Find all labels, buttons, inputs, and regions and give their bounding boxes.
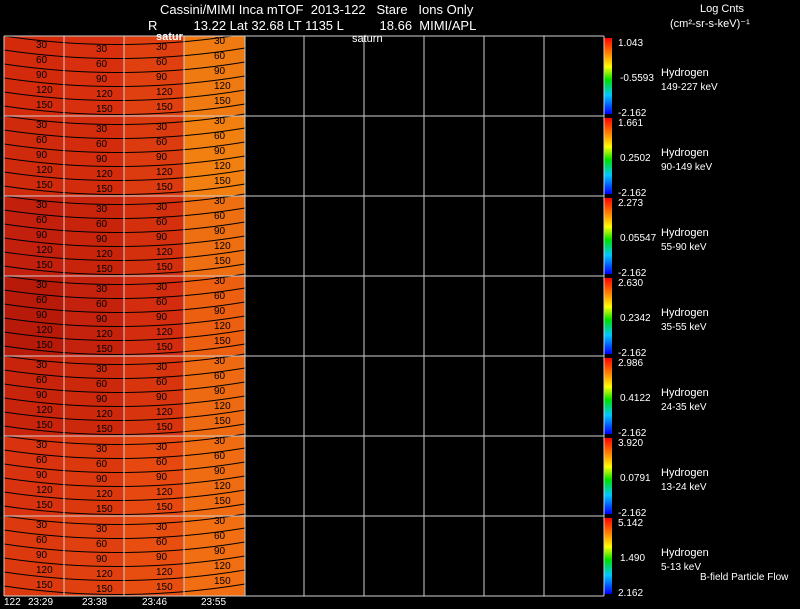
contour-label: 30 [214, 436, 226, 447]
ephemeris-values: 13.22 Lat 32.68 LT 1135 L [193, 18, 344, 33]
colorbar-units-title: Log Cnts [700, 3, 745, 15]
spectrogram-cell [124, 196, 184, 276]
contour-label: 150 [214, 176, 231, 187]
contour-label: 120 [36, 245, 53, 256]
panel-energy-label: 5-13 keV [661, 562, 702, 573]
contour-label: 60 [156, 137, 168, 148]
contour-label: 60 [36, 375, 48, 386]
colorbar-max-label: 2.273 [618, 198, 644, 209]
contour-label: 120 [36, 165, 53, 176]
contour-label: 150 [156, 102, 173, 113]
contour-label: 150 [214, 256, 231, 267]
contour-label: 120 [214, 561, 231, 572]
colorbar [604, 278, 612, 354]
contour-label: 120 [156, 87, 173, 98]
colorbar-max-label: 2.630 [618, 278, 644, 289]
panel-species-label: Hydrogen [661, 547, 709, 559]
colorbar-max-label: 1.661 [618, 118, 644, 129]
panel-energy-label: 149-227 keV [661, 82, 718, 93]
contour-label: 120 [214, 401, 231, 412]
panel-species-label: Hydrogen [661, 387, 709, 399]
contour-label: 30 [96, 204, 108, 215]
contour-label: 150 [214, 96, 231, 107]
contour-label: 30 [156, 42, 168, 53]
contour-label: 120 [36, 565, 53, 576]
contour-label: 90 [156, 472, 168, 483]
contour-label: 60 [36, 455, 48, 466]
contour-label: 90 [156, 312, 168, 323]
spectrogram-cell [4, 516, 64, 596]
panel-energy-label: 55-90 keV [661, 242, 707, 253]
x-tick-label: 23:29 [28, 597, 54, 608]
contour-label: 150 [156, 182, 173, 193]
colorbar [604, 438, 612, 514]
x-tick-label: 122 [4, 597, 21, 608]
contour-label: 90 [36, 310, 48, 321]
contour-label: 120 [96, 489, 113, 500]
colorbar-min-label: -2.162 [618, 108, 647, 119]
spectrogram-cell [124, 516, 184, 596]
contour-label: 150 [96, 424, 113, 435]
contour-label: 30 [36, 120, 48, 131]
spectrogram-cell [124, 356, 184, 436]
colorbar-max-label: 3.920 [618, 438, 644, 449]
spectrogram-cell [4, 356, 64, 436]
colorbar-mid-label: -0.5593 [620, 73, 654, 84]
colorbar-min-label: -2.162 [618, 188, 647, 199]
contour-label: 30 [96, 444, 108, 455]
contour-label: 30 [36, 360, 48, 371]
contour-label: 120 [36, 325, 53, 336]
contour-label: 60 [36, 535, 48, 546]
panel-energy-label: 24-35 keV [661, 402, 707, 413]
contour-label: 30 [214, 196, 226, 207]
colorbar [604, 358, 612, 434]
satur-marker: satur [156, 31, 183, 43]
contour-label: 60 [96, 539, 108, 550]
spectrogram-cell [64, 356, 124, 436]
contour-label: 90 [96, 394, 108, 405]
x-tick-label: 23:38 [82, 597, 108, 608]
contour-label: 150 [156, 422, 173, 433]
contour-label: 30 [156, 122, 168, 133]
contour-label: 150 [96, 504, 113, 515]
contour-label: 150 [156, 342, 173, 353]
contour-label: 30 [156, 522, 168, 533]
contour-label: 30 [156, 202, 168, 213]
contour-label: 30 [214, 516, 226, 527]
contour-label: 60 [156, 537, 168, 548]
contour-label: 90 [36, 150, 48, 161]
colorbar [604, 518, 612, 594]
colorbar-max-label: 1.043 [618, 38, 644, 49]
contour-label: 30 [214, 116, 226, 127]
contour-label: 90 [214, 66, 226, 77]
contour-label: 60 [96, 219, 108, 230]
contour-label: 150 [156, 262, 173, 273]
contour-label: 90 [96, 74, 108, 85]
contour-label: 120 [156, 407, 173, 418]
contour-label: 90 [156, 232, 168, 243]
colorbar [604, 118, 612, 194]
contour-label: 90 [96, 234, 108, 245]
contour-label: 120 [156, 247, 173, 258]
contour-label: 30 [36, 520, 48, 531]
contour-label: 60 [96, 59, 108, 70]
spectrogram-cell [124, 36, 184, 116]
contour-label: 150 [214, 496, 231, 507]
contour-label: 90 [36, 230, 48, 241]
contour-label: 150 [214, 336, 231, 347]
contour-label: 90 [96, 314, 108, 325]
contour-label: 60 [214, 51, 226, 62]
ephemeris-r-label: R [148, 18, 158, 33]
contour-label: 120 [156, 567, 173, 578]
contour-label: 150 [96, 104, 113, 115]
colorbar-min-label: -2.162 [618, 508, 647, 519]
colorbar-min-label: -2.162 [618, 428, 647, 439]
contour-label: 120 [96, 569, 113, 580]
contour-label: 90 [96, 154, 108, 165]
contour-label: 120 [156, 167, 173, 178]
contour-label: 150 [36, 180, 53, 191]
contour-label: 60 [36, 295, 48, 306]
spectrogram-cell [4, 436, 64, 516]
contour-label: 120 [214, 81, 231, 92]
contour-label: 120 [214, 161, 231, 172]
contour-label: 150 [156, 502, 173, 513]
contour-label: 120 [96, 89, 113, 100]
spectrogram-cell [64, 116, 124, 196]
contour-label: 30 [156, 362, 168, 373]
contour-label: 30 [214, 276, 226, 287]
spectrogram-cell [64, 276, 124, 356]
panel-species-label: Hydrogen [661, 227, 709, 239]
contour-label: 60 [36, 135, 48, 146]
contour-label: 30 [96, 44, 108, 55]
contour-label: 60 [156, 217, 168, 228]
spectrogram-cell [4, 196, 64, 276]
contour-label: 90 [156, 72, 168, 83]
contour-label: 120 [96, 329, 113, 340]
contour-label: 30 [96, 284, 108, 295]
contour-label: 60 [214, 371, 226, 382]
contour-label: 150 [214, 576, 231, 587]
contour-label: 90 [214, 466, 226, 477]
contour-label: 150 [96, 184, 113, 195]
contour-label: 60 [96, 379, 108, 390]
contour-label: 150 [96, 584, 113, 595]
contour-label: 30 [156, 442, 168, 453]
contour-label: 150 [36, 580, 53, 591]
contour-label: 120 [96, 409, 113, 420]
spectrogram-cell [64, 516, 124, 596]
contour-label: 120 [156, 327, 173, 338]
contour-label: 90 [156, 392, 168, 403]
colorbar-min-label: -2.162 [618, 348, 647, 359]
colorbar-max-label: 5.142 [618, 518, 644, 529]
contour-label: 60 [156, 377, 168, 388]
contour-label: 150 [36, 100, 53, 111]
contour-label: 60 [96, 299, 108, 310]
contour-label: 120 [96, 249, 113, 260]
colorbar-min-label: 2.162 [618, 588, 644, 599]
contour-label: 90 [214, 306, 226, 317]
contour-label: 30 [96, 124, 108, 135]
contour-label: 60 [156, 457, 168, 468]
contour-label: 60 [36, 55, 48, 66]
contour-label: 120 [156, 487, 173, 498]
contour-label: 120 [214, 481, 231, 492]
footer-note: B-field Particle Flow [700, 572, 789, 583]
colorbar-units: (cm²-sr-s-keV)⁻¹ [670, 18, 750, 30]
contour-label: 120 [36, 485, 53, 496]
colorbar [604, 38, 612, 114]
contour-label: 90 [36, 390, 48, 401]
colorbar [604, 198, 612, 274]
contour-label: 60 [214, 131, 226, 142]
contour-label: 30 [96, 364, 108, 375]
contour-label: 60 [214, 211, 226, 222]
spectrogram-cell [64, 196, 124, 276]
panel-energy-label: 35-55 keV [661, 322, 707, 333]
spectrogram-cell [4, 116, 64, 196]
contour-label: 90 [214, 386, 226, 397]
x-tick-label: 23:55 [201, 597, 227, 608]
contour-label: 120 [96, 169, 113, 180]
contour-label: 150 [36, 340, 53, 351]
spectrogram-cell [4, 276, 64, 356]
contour-label: 90 [214, 226, 226, 237]
contour-label: 30 [214, 356, 226, 367]
contour-label: 120 [36, 405, 53, 416]
contour-label: 90 [156, 552, 168, 563]
colorbar-max-label: 2.986 [618, 358, 644, 369]
contour-label: 60 [214, 291, 226, 302]
contour-label: 60 [96, 459, 108, 470]
contour-label: 30 [36, 200, 48, 211]
contour-label: 150 [36, 500, 53, 511]
colorbar-mid-label: 1.490 [620, 553, 646, 564]
contour-label: 90 [36, 550, 48, 561]
contour-label: 60 [214, 531, 226, 542]
spectrogram-cell [124, 436, 184, 516]
contour-label: 150 [156, 582, 173, 593]
colorbar-mid-label: 0.05547 [620, 233, 657, 244]
contour-label: 60 [96, 139, 108, 150]
contour-label: 90 [156, 152, 168, 163]
contour-label: 90 [36, 70, 48, 81]
contour-label: 60 [156, 57, 168, 68]
contour-label: 90 [36, 470, 48, 481]
contour-label: 60 [36, 215, 48, 226]
contour-label: 90 [96, 554, 108, 565]
contour-label: 150 [36, 420, 53, 431]
panel-species-label: Hydrogen [661, 467, 709, 479]
contour-label: 120 [214, 321, 231, 332]
plot-title: Cassini/MIMI Inca mTOF 2013-122 Stare Ions Only [160, 2, 474, 17]
panel-species-label: Hydrogen [661, 307, 709, 319]
contour-label: 150 [96, 264, 113, 275]
contour-label: 30 [96, 524, 108, 535]
ephemeris-suffix: 18.66 MIMI/APL [379, 18, 477, 33]
panel-species-label: Hydrogen [661, 67, 709, 79]
contour-label: 30 [214, 36, 226, 47]
colorbar-mid-label: 0.4122 [620, 393, 651, 404]
colorbar-mid-label: 0.2502 [620, 153, 651, 164]
spectrogram-cell [64, 36, 124, 116]
contour-label: 120 [36, 85, 53, 96]
contour-label: 120 [214, 241, 231, 252]
contour-label: 60 [214, 451, 226, 462]
contour-label: 60 [156, 297, 168, 308]
saturn-marker: saturn [352, 33, 383, 45]
spectrogram-cell [124, 116, 184, 196]
spectrogram-cell [64, 436, 124, 516]
contour-label: 30 [36, 440, 48, 451]
contour-label: 30 [36, 280, 48, 291]
contour-label: 90 [214, 546, 226, 557]
panel-energy-label: 90-149 keV [661, 162, 713, 173]
panel-energy-label: 13-24 keV [661, 482, 707, 493]
contour-label: 150 [96, 344, 113, 355]
contour-label: 90 [214, 146, 226, 157]
spectrogram-cell [124, 276, 184, 356]
panel-species-label: Hydrogen [661, 147, 709, 159]
colorbar-min-label: -2.162 [618, 268, 647, 279]
contour-label: 150 [36, 260, 53, 271]
colorbar-mid-label: 0.0791 [620, 473, 651, 484]
contour-label: 150 [214, 416, 231, 427]
colorbar-mid-label: 0.2342 [620, 313, 651, 324]
contour-label: 90 [96, 474, 108, 485]
contour-label: 30 [156, 282, 168, 293]
spectrogram-cell [4, 36, 64, 116]
x-tick-label: 23:46 [142, 597, 168, 608]
contour-label: 30 [36, 40, 48, 51]
